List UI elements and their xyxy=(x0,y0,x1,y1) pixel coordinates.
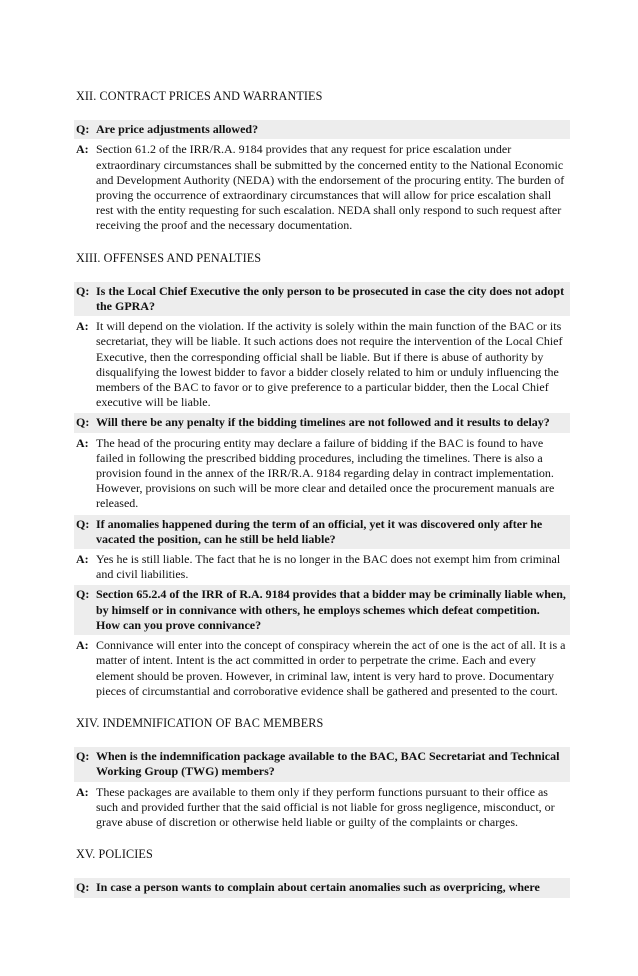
question-row xyxy=(74,747,570,781)
answer-text: These packages are available to them only if they perform functions pursuant to their office as such and provided further that the said official is not liable for gross negligence, misconduct, or grave abuse of discretion or otherwise held liable or guilty of the complaints or charges. xyxy=(96,784,555,829)
question-text: In case a person wants to complain about certain anomalies such as overpricing, where xyxy=(96,880,540,895)
question-text: Section 65.2.4 of the IRR of R.A. 9184 provides that a bidder may be criminally liable when, by himself or in connivance with others, he employs schemes which defeat competition. How can you prove connivance? xyxy=(96,587,566,632)
answer-row xyxy=(74,318,570,411)
question-label: Q: xyxy=(76,516,90,531)
question-text: If anomalies happened during the term of an official, yet it was discovered only after he vacated the position, can he still be held liable? xyxy=(96,516,543,546)
section-heading: XIII. OFFENSES AND PENALTIES xyxy=(76,250,262,265)
answer-row xyxy=(74,141,570,234)
answer-text: Section 61.2 of the IRR/R.A. 9184 provides that any request for price escalation under extraordinary circumstances shall be submitted by the concerned entity to the National Economic and Development Authority (NEDA) with the endorsement of the procuring entity. The burden of proving the occurrence of extraordinary circumstances that will allow for price escalation shall rest with the entity requesting for such escalation. NEDA shall only respond to such request after receiving the proof and the necessary documentation. xyxy=(96,142,565,233)
answer-label: A: xyxy=(76,435,89,450)
qa-block xyxy=(74,282,570,700)
answer-text: It will depend on the violation. If the activity is solely within the main function of the BAC or its secretariat, they will be liable. It such actions does not require the intervention of the Local Chief Executive, then the corresponding official shall be liable. But if there is abuse of authority by disqualifying the lowest bidder to favor a bidder closely related to him or unduly influencing the members of the BAC to favor or to give preference to a particular bidder, then the Local Chief executive will be liable. xyxy=(96,319,563,410)
answer-label: A: xyxy=(76,319,89,334)
answer-label: A: xyxy=(76,142,89,157)
question-text: Is the Local Chief Executive the only person to be prosecuted in case the city does not adopt the GPRA? xyxy=(96,283,565,314)
answer-text: Yes he is still liable. The fact that he is no longer in the BAC does not exempt him from criminal and civil liabilities. xyxy=(96,552,561,582)
answer-text: Connivance will enter into the concept of conspiracy wherein the act of one is the act of all. It is a matter of intent. Intent is the act committed in order to perpetrate the crime. Each and every element should be proven. However, in criminal law, intent is very hard to prove. Documentary pieces of circumstantial and corroborative evidence shall be gathered and presented to the court. xyxy=(96,638,566,698)
question-row xyxy=(74,585,570,635)
qa-block xyxy=(74,747,570,831)
question-row xyxy=(74,120,570,139)
answer-row xyxy=(74,551,570,583)
question-label: Q: xyxy=(76,749,90,764)
question-text: Will there be any penalty if the bidding timelines are not followed and it results to delay? xyxy=(96,415,550,430)
answer-row xyxy=(74,637,570,700)
qa-block xyxy=(74,878,570,897)
question-label: Q: xyxy=(76,415,90,430)
answer-label: A: xyxy=(76,552,89,567)
question-text: Are price adjustments allowed? xyxy=(96,122,259,137)
answer-row xyxy=(74,435,570,513)
question-row xyxy=(74,515,570,549)
answer-label: A: xyxy=(76,784,89,799)
section-heading: XII. CONTRACT PRICES AND WARRANTIES xyxy=(76,89,323,103)
question-row xyxy=(74,878,570,897)
document-body xyxy=(74,89,570,914)
question-label: Q: xyxy=(76,880,90,895)
section-heading: XIV. INDEMNIFICATION OF BAC MEMBERS xyxy=(76,715,324,730)
question-row xyxy=(74,413,570,432)
question-label: Q: xyxy=(76,283,90,298)
section-heading: XV. POLICIES xyxy=(76,847,153,862)
question-text: When is the indemnification package available to the BAC, BAC Secretariat and Technical Working Group (TWG) members? xyxy=(96,749,560,779)
question-label: Q: xyxy=(76,122,90,137)
qa-block xyxy=(74,120,570,234)
question-label: Q: xyxy=(76,587,90,602)
question-row xyxy=(74,282,570,316)
answer-label: A: xyxy=(76,638,89,653)
answer-row xyxy=(74,784,570,832)
answer-text: The head of the procuring entity may declare a failure of bidding if the BAC is found to have failed in following the prescribed bidding procedures, including the timelines. There is also a provision found in the annex of the IRR/R.A. 9184 regarding delay in contract implementation. However, provisions on such will be more clear and detailed once the procurement manuals are released. xyxy=(96,435,555,511)
